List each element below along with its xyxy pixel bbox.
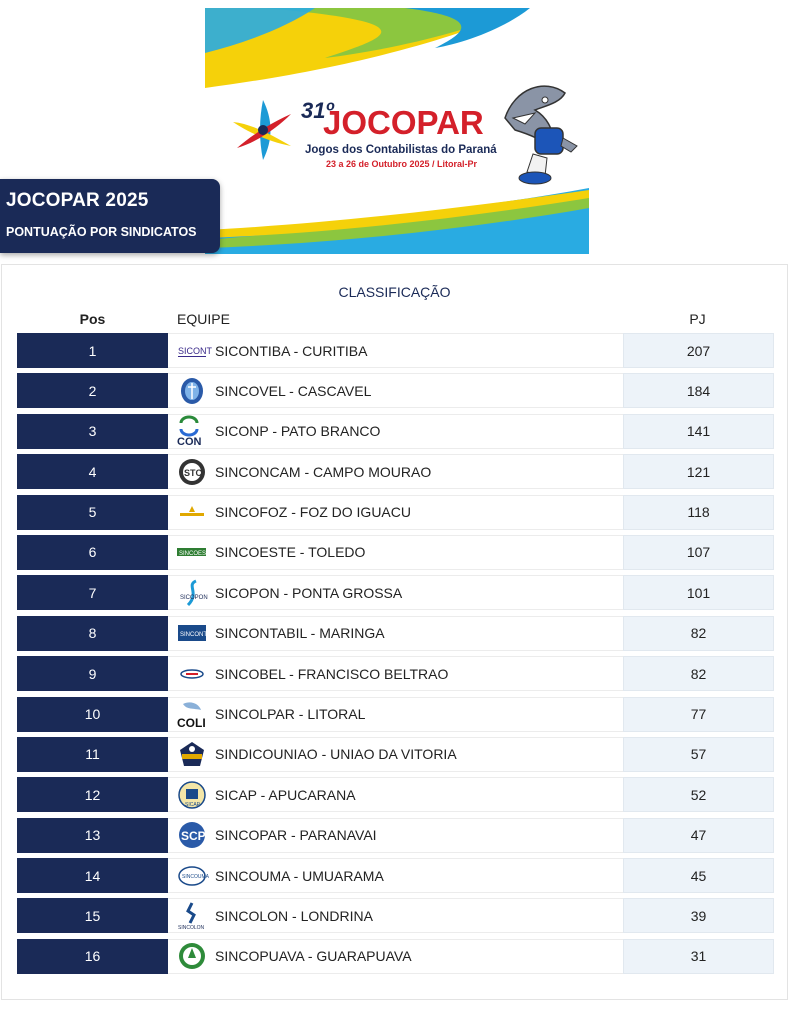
row-position: 11 [17,737,168,772]
sicontiba-logo-icon [177,336,212,365]
row-position: 14 [17,858,168,893]
row-points: 45 [623,858,774,893]
svg-text:SINCOLON: SINCOLON [177,925,204,932]
svg-text:SINCONTABIL: SINCONTABIL [179,632,220,639]
row-position: 6 [17,535,168,570]
sincobel-logo-icon [177,659,206,688]
row-points: 184 [623,373,774,408]
row-position: 3 [17,414,168,449]
row-team [168,333,623,368]
row-team [168,454,623,489]
row-team [168,818,623,853]
sinconcam-logo-icon [177,457,206,486]
team-name: SINCOBEL - FRANCISCO BELTRAO [215,665,449,682]
row-team [168,495,623,530]
row-points: 52 [623,777,774,812]
sincovel-logo-icon [177,376,206,405]
sincopar-logo-icon [177,821,206,850]
team-name: SINCONTABIL - MARINGA [215,625,385,642]
row-position: 9 [17,656,168,691]
team-name: SINCOLON - LONDRINA [215,907,373,924]
svg-text:CON: CON [177,435,202,448]
row-points: 82 [623,616,774,651]
table-row [17,777,774,812]
sincontabil-logo-icon [177,619,220,648]
table-row [17,535,774,570]
row-team [168,616,623,651]
row-team [168,697,623,732]
classification-caption: CLASSIFICAÇÃO [338,284,451,300]
row-points: 207 [623,333,774,368]
column-header-points: PJ [689,311,706,327]
row-position: 10 [17,697,168,732]
siconp-logo-icon [177,417,206,446]
svg-text:SICONT: SICONT [177,345,212,356]
row-points: 107 [623,535,774,570]
sincouma-logo-icon [177,861,209,890]
column-header-pos: Pos [79,311,106,327]
classification-panel [1,264,788,1000]
sincofoz-logo-icon [177,498,206,527]
table-row [17,697,774,732]
sicap-logo-icon [177,780,206,809]
row-team [168,898,623,933]
row-team [168,575,623,610]
table-row [17,333,774,368]
standings-table [17,333,774,979]
title-card [0,179,220,253]
svg-text:COLI: COLI [177,715,206,730]
row-points: 82 [623,656,774,691]
row-team [168,939,623,974]
table-row [17,939,774,974]
banner-subtitle: Jogos dos Contabilistas do Paraná [305,144,497,156]
event-banner [205,8,589,254]
team-name: SICAP - APUCARANA [215,786,356,803]
row-position: 15 [17,898,168,933]
svg-text:STC: STC [183,467,202,478]
row-points: 118 [623,495,774,530]
row-position: 8 [17,616,168,651]
team-name: SINCOFOZ - FOZ DO IGUACU [215,504,411,521]
row-position: 16 [17,939,168,974]
team-name: SICONP - PATO BRANCO [215,423,381,440]
row-team [168,414,623,449]
row-points: 77 [623,697,774,732]
banner-dates: 23 a 26 de Outubro 2025 / Litoral-Pr [326,159,478,169]
shark-mascot-icon [505,86,577,184]
sincolon-logo-icon [177,901,206,930]
banner-edition: 31º [301,98,334,123]
row-position: 7 [17,575,168,610]
team-name: SINDICOUNIAO - UNIAO DA VITORIA [215,746,457,763]
row-points: 39 [623,898,774,933]
team-name: SICOPON - PONTA GROSSA [215,584,403,601]
row-position: 5 [17,495,168,530]
table-row [17,495,774,530]
team-name: SINCOVEL - CASCAVEL [215,382,372,399]
row-points: 57 [623,737,774,772]
table-row [17,858,774,893]
svg-text:SICOPON: SICOPON [179,594,208,601]
team-name: SINCOPUAVA - GUARAPUAVA [215,948,412,965]
svg-text:SINCOESTE: SINCOESTE [179,551,214,558]
banner-name: JOCOPAR [323,104,484,141]
row-team [168,737,623,772]
page-subtitle: PONTUAÇÃO POR SINDICATOS [6,225,197,239]
row-points: 47 [623,818,774,853]
table-row [17,575,774,610]
row-position: 1 [17,333,168,368]
svg-text:SICAP: SICAP [184,801,200,808]
sincopuava-logo-icon [177,942,206,971]
row-position: 4 [17,454,168,489]
row-position: 13 [17,818,168,853]
svg-text:SINCOUMA: SINCOUMA [181,873,209,880]
table-row [17,818,774,853]
row-position: 12 [17,777,168,812]
sincolpar-logo-icon [177,700,206,729]
team-name: SINCOPAR - PARANAVAI [215,827,377,844]
row-points: 31 [623,939,774,974]
team-name: SINCOESTE - TOLEDO [215,544,366,561]
row-points: 141 [623,414,774,449]
column-header-team: EQUIPE [177,311,230,327]
table-row [17,414,774,449]
sindicouniao-logo-icon [177,740,206,769]
row-team [168,373,623,408]
table-row [17,656,774,691]
table-row [17,373,774,408]
page-title: JOCOPAR 2025 [6,190,149,211]
row-points: 101 [623,575,774,610]
table-row [17,898,774,933]
row-team [168,535,623,570]
team-name: SINCONCAM - CAMPO MOURAO [215,463,432,480]
table-row [17,737,774,772]
row-team [168,858,623,893]
row-team [168,656,623,691]
svg-text:SCP: SCP [180,829,206,844]
table-row [17,454,774,489]
table-row [17,616,774,651]
sicopon-logo-icon [177,578,206,607]
row-team [168,777,623,812]
team-name: SINCOUMA - UMUARAMA [215,867,384,884]
row-points: 121 [623,454,774,489]
row-position: 2 [17,373,168,408]
sincoeste-logo-icon [177,538,214,567]
team-name: SINCOLPAR - LITORAL [215,706,366,723]
team-name: SICONTIBA - CURITIBA [215,342,368,359]
